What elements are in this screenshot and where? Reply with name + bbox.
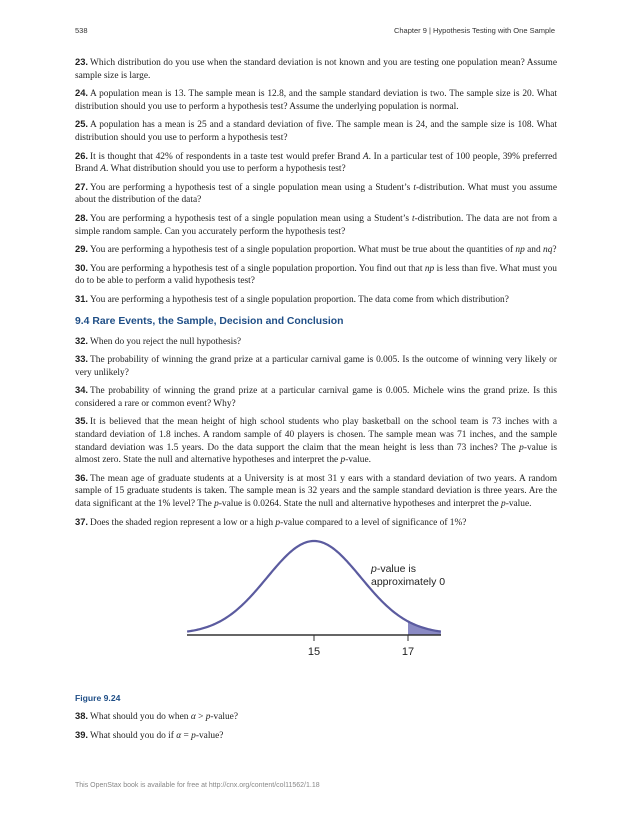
question-item <box>75 472 557 511</box>
question-text: When do you reject the null hypothesis? <box>90 336 242 347</box>
question-number: 32. <box>75 334 89 346</box>
annotation-text: -value is <box>376 563 416 576</box>
question-number: 35. <box>75 415 89 427</box>
question-text: You are performing a hypothesis test of a single population proportion. You find out that <box>90 263 425 274</box>
question-italic-term: p <box>519 442 524 453</box>
question-italic-term: t <box>412 213 415 224</box>
question-text: It is believed that the mean height of high school students who play basketball on the school team is 73 inches with a standard deviation of 1.8 inches. A random sample of 40 players is chosen. The sample mean was 71 inches, and the sample standard deviation was 1.5 years. Do the data support the claim that the mean height is less than 73 inches? The <box>75 417 557 453</box>
question-italic-term: α <box>176 730 182 741</box>
question-italic-term: t <box>413 182 416 193</box>
question-number: 25. <box>75 118 89 130</box>
question-number: 31. <box>75 292 89 304</box>
question-text: You are performing a hypothesis test of a single population proportion. What must be true about the quantities of <box>90 245 516 256</box>
question-text: A population has a mean is 25 and a standard deviation of five. The sample mean is 24, and the sample size is 108. What distribution should you use to perform a hypothesis test? <box>75 120 557 143</box>
figure-caption: Figure 9.24 <box>75 693 121 704</box>
page-header <box>75 26 555 35</box>
question-text: -value. <box>345 455 372 466</box>
question-text: -value. <box>505 499 532 510</box>
tick-label-17: 17 <box>401 646 415 659</box>
question-item <box>75 262 557 288</box>
question-text: The probability of winning the grand prize at a particular carnival game is 0.005. Is the outcome of winning very likely or very unlikely? <box>75 355 557 378</box>
question-text: Which distribution do you use when the standard deviation is not known and you are testing one population mean? Assume sample size is large. <box>75 58 557 81</box>
question-text: ? <box>552 245 557 256</box>
question-item <box>75 710 557 724</box>
question-number: 26. <box>75 149 89 161</box>
question-item <box>75 335 557 349</box>
question-item <box>75 243 557 257</box>
question-text: The mean age of graduate students at a University is at most 31 y ears with a standard deviation of two years. A random sample of 15 graduate students is taken. The sample mean is 32 years and the sample standard deviation is three years. Are the data significant at the 1% level? The <box>75 473 557 510</box>
question-text: What should you do if <box>90 730 177 741</box>
question-text: -distribution. The data are not from a simple random sample. Can you accurately perform the hypothesis test? <box>75 213 558 237</box>
question-italic-term: p <box>340 455 346 466</box>
question-text: It is thought that 42% of respondents in a taste test would prefer Brand <box>90 151 363 162</box>
question-text: -distribution. What must you assume about the distribution of the data? <box>75 182 557 206</box>
question-number: 39. <box>75 728 89 740</box>
question-item <box>75 353 557 379</box>
question-text: -value is 0.0264. State the null and alternative hypotheses and interpret the <box>218 499 502 510</box>
question-text: . In a particular test of 100 people, 39% preferred Brand <box>75 151 557 175</box>
question-text: What should you do when <box>90 712 191 723</box>
question-item <box>75 150 557 176</box>
question-text: A population mean is 13. The sample mean is 12.8, and the sample standard deviation is two. The sample size is 20. What distribution should you use to perform a hypothesis test? Assume the underlying population is normal. <box>75 89 557 112</box>
question-text: and <box>524 245 544 256</box>
question-italic-term: nq <box>543 245 553 256</box>
question-number: 30. <box>75 261 89 273</box>
question-text: You are performing a hypothesis test of a single population mean using a Student’s <box>90 182 414 193</box>
page-content <box>75 56 557 747</box>
question-italic-term: p <box>205 712 211 723</box>
question-text: The probability of winning the grand prize at a particular carnival game is 0.005. Michele wins the grand prize. Is this considered a rare or common event? Why? <box>75 386 557 409</box>
question-text: -value is almost zero. State the null and alternative hypotheses and interpret the <box>75 442 557 466</box>
question-text: -value? <box>210 712 239 723</box>
question-number: 38. <box>75 710 89 722</box>
questions-group-c <box>75 710 557 742</box>
question-number: 28. <box>75 211 89 223</box>
question-text: = <box>181 730 192 741</box>
page-footer: This OpenStax book is available for free at http://cnx.org/content/col11562/1.18 <box>75 782 320 789</box>
question-number: 36. <box>75 471 89 483</box>
question-item <box>75 212 557 238</box>
question-item <box>75 118 557 144</box>
question-number: 33. <box>75 353 89 365</box>
question-item <box>75 516 557 530</box>
question-item <box>75 181 557 207</box>
question-item <box>75 293 557 307</box>
question-item <box>75 87 557 113</box>
question-italic-term: A <box>100 164 106 175</box>
tick-label-15: 15 <box>307 646 321 659</box>
question-text: Does the shaded region represent a low or a high <box>90 517 276 528</box>
question-number: 37. <box>75 515 89 527</box>
question-italic-term: p <box>501 499 506 510</box>
section-heading: 9.4 Rare Events, the Sample, Decision and Conclusion <box>75 315 344 327</box>
questions-group-a <box>75 56 557 307</box>
question-italic-term: p <box>191 730 196 741</box>
question-italic-term: np <box>515 245 525 256</box>
question-number: 23. <box>75 56 89 67</box>
question-text: > <box>195 712 206 723</box>
question-text: -value? <box>195 730 224 741</box>
question-text: You are performing a hypothesis test of a single population proportion. The data come from which distribution? <box>90 294 509 305</box>
question-italic-term: α <box>190 712 196 723</box>
normal-curve-graph <box>75 537 557 687</box>
question-item <box>75 384 557 410</box>
annotation-p: p <box>371 563 377 576</box>
annotation-line-1 <box>370 563 416 575</box>
question-text: is less than five. What must you do to be able to perform a valid hypothesis test? <box>75 263 557 287</box>
question-number: 27. <box>75 180 89 192</box>
question-text: -value compared to a level of significance of 1%? <box>280 517 467 528</box>
question-italic-term: np <box>424 263 435 274</box>
question-text: . What distribution should you use to perform a hypothesis test? <box>106 164 346 175</box>
question-text: You are performing a hypothesis test of a single population mean using a Student’s <box>90 213 412 224</box>
question-item <box>75 56 557 82</box>
questions-group-b <box>75 335 557 530</box>
chapter-title: Chapter 9 | Hypothesis Testing with One Sample <box>393 26 555 35</box>
question-italic-term: A <box>362 151 369 162</box>
annotation-line-2: approximately 0 <box>371 576 446 589</box>
question-number: 29. <box>75 243 89 255</box>
question-italic-term: p <box>214 499 219 510</box>
page-number: 538 <box>75 26 88 35</box>
question-item <box>75 729 557 743</box>
question-italic-term: p <box>275 517 281 528</box>
question-item <box>75 415 557 466</box>
question-number: 24. <box>75 87 89 99</box>
question-number: 34. <box>75 384 89 396</box>
figure-normal-curve <box>75 537 557 687</box>
